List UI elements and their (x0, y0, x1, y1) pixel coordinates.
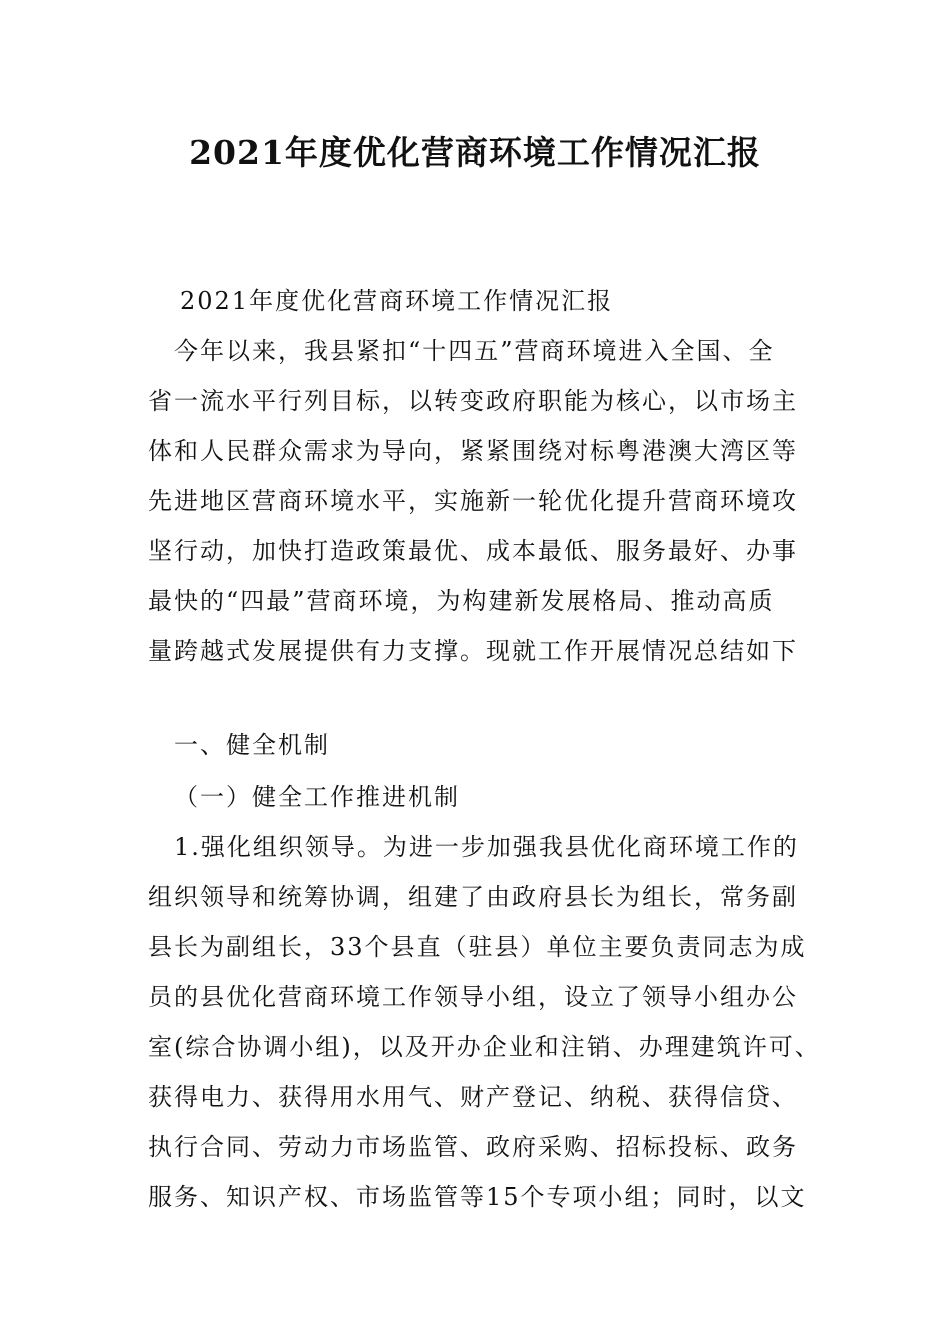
text-line: 体和人民群众需求为导向，紧紧围绕对标粤港澳大湾区等 (148, 437, 798, 465)
text-line: 量跨越式发展提供有力支撑。现就工作开展情况总结如下 (148, 637, 798, 665)
section-heading-paragraph (148, 720, 808, 770)
text-line: 最快的“四最”营商环境，为构建新发展格局、推动高质 (148, 587, 775, 615)
text-line: 室(综合协调小组)，以及开办企业和注销、办理建筑许可、 (148, 1033, 821, 1061)
text-line: 1.强化组织领导。为进一步加强我县优化商环境工作的 (174, 833, 799, 861)
document-title: 2021年度优化营商环境工作情况汇报 (189, 133, 761, 172)
subsection-heading: （一）健全工作推进机制 (174, 783, 460, 811)
subtitle-line: 2021年度优化营商环境工作情况汇报 (180, 287, 614, 315)
text-line: 先进地区营商环境水平，实施新一轮优化提升营商环境攻 (148, 487, 798, 515)
section-heading: 一、健全机制 (174, 731, 330, 759)
text-line: 今年以来，我县紧扣“十四五”营商环境进入全国、全 (174, 337, 775, 365)
text-line: 组织领导和统筹协调，组建了由政府县长为组长，常务副 (148, 883, 798, 911)
text-line: 县长为副组长，33个县直（驻县）单位主要负责同志为成 (148, 933, 807, 961)
subsection-heading-paragraph (148, 772, 808, 822)
subtitle-paragraph (148, 276, 808, 326)
text-line: 获得电力、获得用水用气、财产登记、纳税、获得信贷、 (148, 1083, 798, 1111)
item-paragraph (148, 822, 821, 1222)
text-line: 服务、知识产权、市场监管等15个专项小组；同时，以文 (148, 1183, 807, 1211)
text-line: 省一流水平行列目标，以转变政府职能为核心，以市场主 (148, 387, 798, 415)
text-line: 员的县优化营商环境工作领导小组，设立了领导小组办公 (148, 983, 798, 1011)
text-line: 坚行动，加快打造政策最优、成本最低、服务最好、办事 (148, 537, 798, 565)
intro-paragraph (148, 326, 808, 676)
text-line: 执行合同、劳动力市场监管、政府采购、招标投标、政务 (148, 1133, 798, 1161)
